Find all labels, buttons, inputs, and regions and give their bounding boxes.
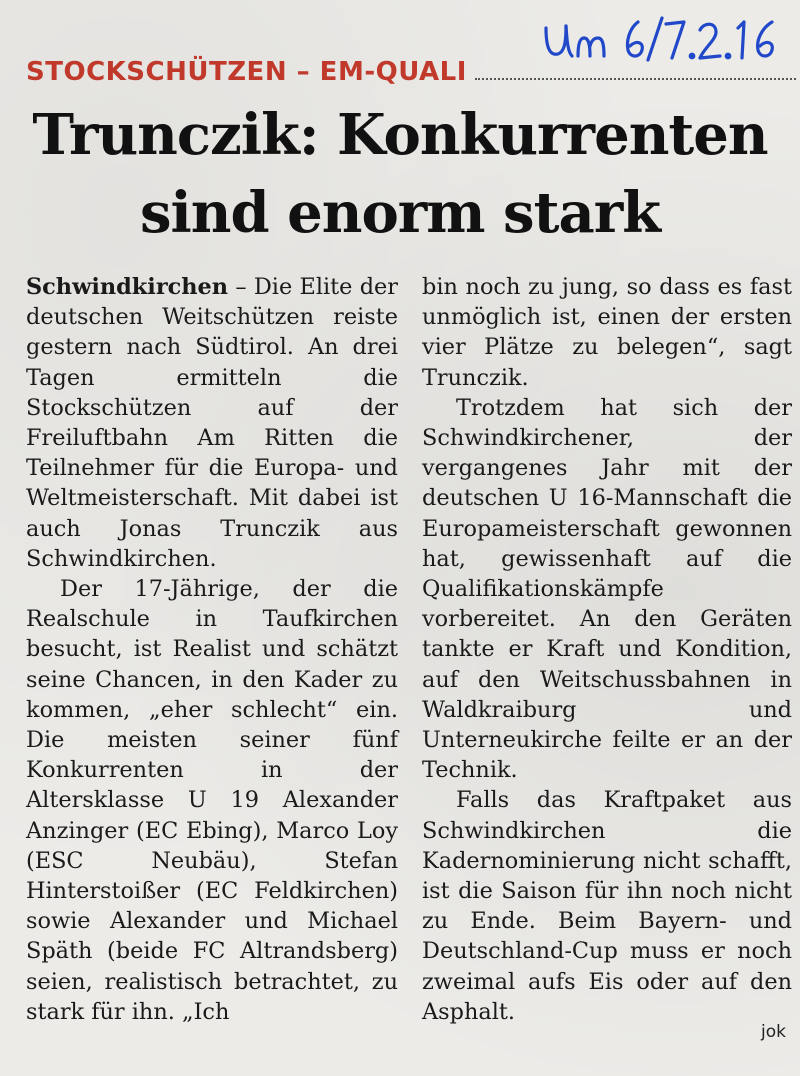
headline-line-1: Trunczik: Konkurrenten: [32, 102, 768, 168]
paragraph-2: Der 17-Jährige, der die Realschule in Taufkirchen besucht, ist Realist und schätzt seine Chancen, in den Kader zu kommen, „eher schlecht“ ein. Die meisten seiner fünf Konkurrenten in der Altersklasse U 19 Alexander Anzinger (EC Ebing), Marco Loy (ESC Neubäu), Stefan Hinterstoißer (EC Feldkirchen) sowie Alexander und Michael Späth (beide FC Altrandsberg) seien, realistisch betrachtet, zu stark für ihn. „Ich: [26, 576, 398, 1025]
author-signature: jok: [761, 1022, 786, 1042]
paragraph-2-continued: bin noch zu jung, so dass es fast unmöglich ist, einen der ersten vier Plätze zu belegen“, sagt Trunczik.: [422, 274, 792, 391]
headline-line-2: sind enorm stark: [139, 180, 661, 246]
paragraph-4: Falls das Kraftpaket aus Schwindkirchen die Kadernominierung nicht schafft, ist die Saison für ihn noch nicht zu Ende. Beim Bayern- und Deutschland-Cup muss er noch zweimal aufs Eis oder auf den Asphalt.: [422, 787, 792, 1025]
dateline: Schwindkirchen: [26, 274, 229, 300]
section-kicker: STOCKSCHÜTZEN – EM-QUALI: [26, 57, 467, 87]
paragraph-1-text: – Die Elite der deutschen Weitschützen reiste gestern nach Südtirol. An drei Tagen ermitteln die Stockschützen auf der Freiluftbahn Am Ritten die Teilnehmer für die Europa- und Weltmeisterschaft. Mit dabei ist auch Jonas Trunczik aus Schwindkirchen.: [26, 274, 398, 572]
kicker-row: [26, 52, 796, 92]
paragraph-1: [26, 272, 398, 574]
article-column-right: [422, 272, 792, 1027]
article-column-left: [26, 272, 398, 1027]
dotted-rule: [475, 78, 796, 80]
article-headline: [0, 96, 800, 252]
paragraph-3: Trotzdem hat sich der Schwindkirchener, der vergangenes Jahr mit der deutschen U 16-Mannschaft die Europameisterschaft gewonnen hat, gewissenhaft auf die Qualifikationskämpfe vorbereitet. An den Geräten tankte er Kraft und Kondition, auf den Weitschussbahnen in Waldkraiburg und Unterneukirche feilte er an der Technik.: [422, 394, 792, 784]
